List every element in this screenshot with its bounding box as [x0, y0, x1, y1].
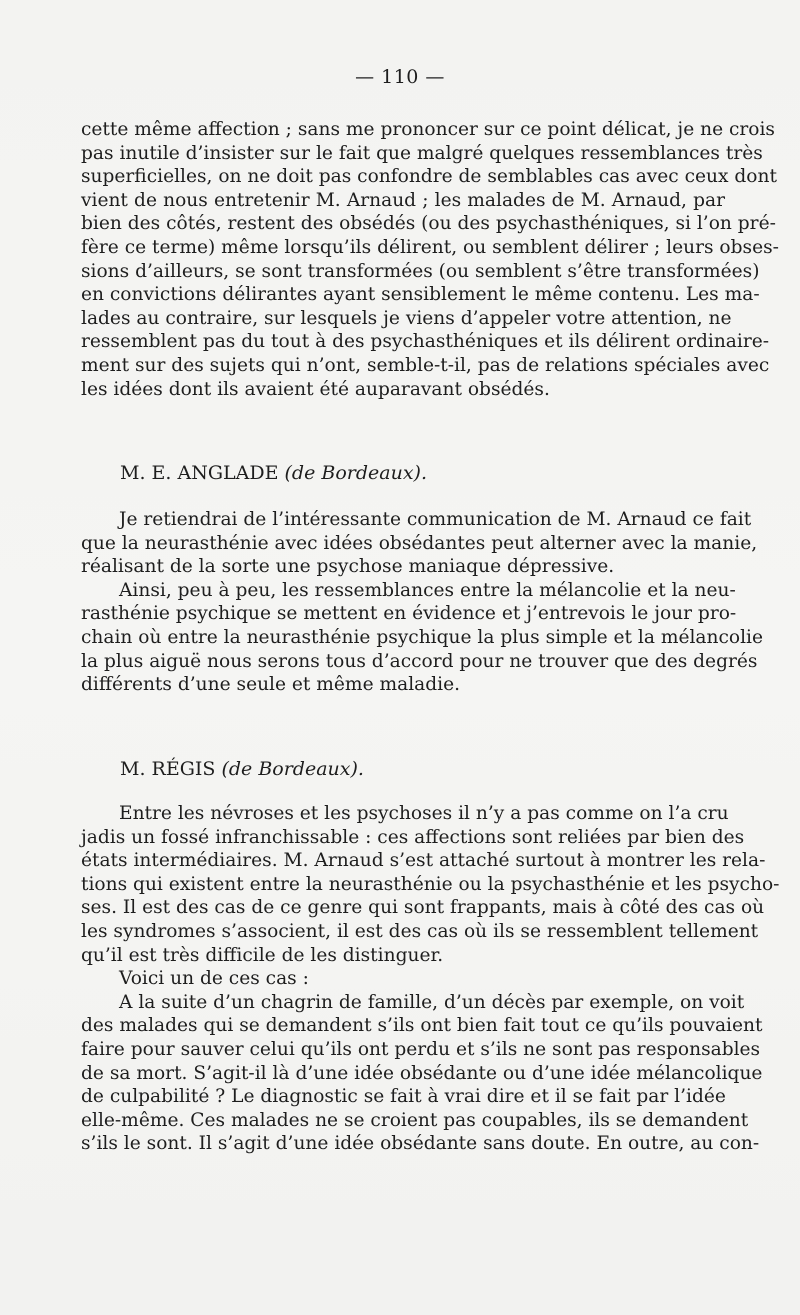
- speaker-origin: (de Bordeaux).: [284, 462, 427, 484]
- text-line: sions d’ailleurs, se sont transformées (ou semblent s’être transformées): [81, 260, 760, 282]
- text-line: rasthénie psychique se mettent en évidence et j’entrevois le jour pro-: [81, 603, 737, 625]
- text-line: A la suite d’un chagrin de famille, d’un décès par exemple, on voit: [119, 991, 745, 1013]
- continuation-paragraph: [81, 118, 779, 401]
- text-line: réalisant de la sorte une psychose maniaque dépressive.: [81, 556, 615, 578]
- text-line: la plus aiguë nous serons tous d’accord pour ne trouver que des degrés: [81, 650, 758, 672]
- text-line: Entre les névroses et les psychoses il n’y a pas comme on l’a cru: [119, 803, 729, 824]
- speaker-heading-regis: [120, 758, 364, 780]
- text-line: Je retiendrai de l’intéressante communication de M. Arnaud ce fait: [119, 509, 752, 530]
- text-line: ses. Il est des cas de ce genre qui sont frappants, mais à côté des cas où: [81, 897, 765, 919]
- text-line: ment sur des sujets qui n’ont, semble-t-il, pas de relations spéciales avec: [81, 354, 770, 376]
- speaker-name: M. E. ANGLADE: [120, 462, 279, 484]
- text-line: fère ce terme) même lorsqu’ils délirent, ou semblent délirer ; leurs obses-: [81, 236, 779, 258]
- page-number: — 110 —: [355, 66, 445, 88]
- anglade-paragraph: [81, 508, 763, 697]
- text-line: de culpabilité ? Le diagnostic se fait à vrai dire et il se fait par l’idée: [81, 1086, 726, 1108]
- text-line: des malades qui se demandent s’ils ont bien fait tout ce qu’ils pouvaient: [81, 1015, 763, 1037]
- text-line: jadis un fossé infranchissable : ces affections sont reliées par bien des: [81, 826, 745, 848]
- text-line: les syndromes s’associent, il est des cas où ils se ressemblent tellement: [81, 920, 759, 942]
- text-line: pas inutile d’insister sur le fait que malgré quelques ressemblances très: [81, 142, 763, 164]
- text-line: Ainsi, peu à peu, les ressemblances entre la mélancolie et la neu-: [119, 579, 736, 601]
- speaker-origin: (de Bordeaux).: [221, 758, 364, 780]
- text-line: s’ils le sont. Il s’agit d’une idée obsédante sans doute. En outre, au con-: [81, 1133, 760, 1155]
- text-line: différents d’une seule et même maladie.: [81, 674, 460, 696]
- text-line: états intermédiaires. M. Arnaud s’est attaché surtout à montrer les rela-: [81, 850, 766, 872]
- speaker-heading-anglade: [120, 462, 427, 484]
- regis-paragraph: [81, 802, 780, 1156]
- text-line: les idées dont ils avaient été auparavant obsédés.: [81, 378, 550, 400]
- text-line: faire pour sauver celui qu’ils ont perdu et s’ils ne sont pas responsables: [81, 1038, 761, 1060]
- text-line: Voici un de ces cas :: [119, 968, 309, 990]
- text-line: qu’il est très difficile de les distinguer.: [81, 944, 444, 966]
- text-line: ressemblent pas du tout à des psychasthéniques et ils délirent ordinaire-: [81, 331, 769, 353]
- text-line: lades au contraire, sur lesquels je viens d’appeler votre attention, ne: [81, 307, 732, 329]
- text-line: chain où entre la neurasthénie psychique la plus simple et la mélancolie: [81, 626, 763, 648]
- text-line: cette même affection ; sans me prononcer sur ce point délicat, je ne crois: [81, 119, 775, 140]
- speaker-name: M. RÉGIS: [120, 758, 216, 780]
- text-line: de sa mort. S’agit-il là d’une idée obsédante ou d’une idée mélancolique: [81, 1062, 763, 1084]
- text-line: en convictions délirantes ayant sensiblement le même contenu. Les ma-: [81, 284, 760, 306]
- text-line: tions qui existent entre la neurasthénie ou la psychasthénie et les psycho-: [81, 873, 780, 895]
- text-line: bien des côtés, restent des obsédés (ou des psychasthéniques, si l’on pré-: [81, 213, 776, 235]
- text-line: superficielles, on ne doit pas confondre de semblables cas avec ceux dont: [81, 166, 777, 188]
- text-line: vient de nous entretenir M. Arnaud ; les malades de M. Arnaud, par: [81, 189, 725, 211]
- text-line: que la neurasthénie avec idées obsédantes peut alterner avec la manie,: [81, 532, 758, 554]
- text-line: elle-même. Ces malades ne se croient pas coupables, ils se demandent: [81, 1109, 749, 1131]
